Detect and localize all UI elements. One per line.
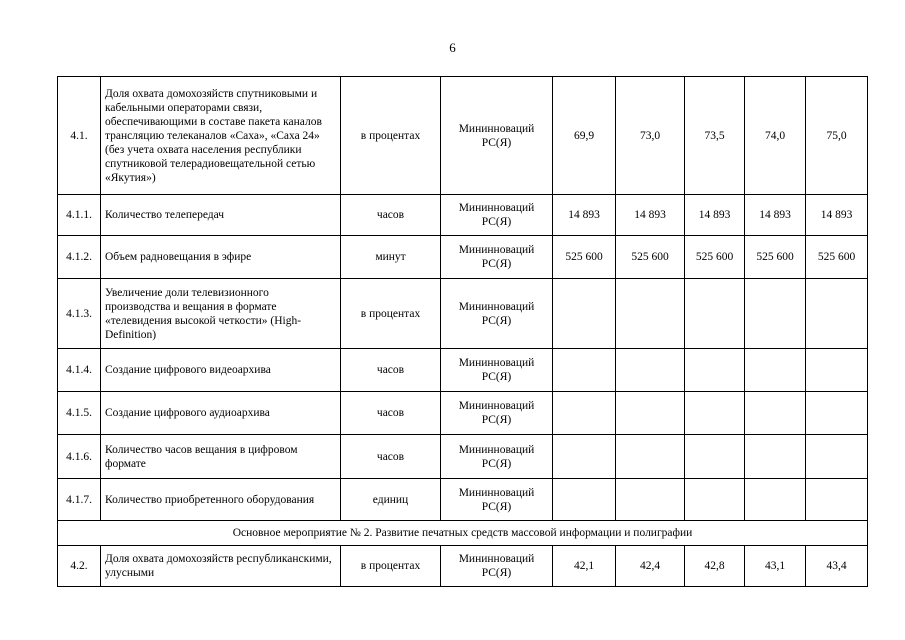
row-number: 4.1.2.: [58, 236, 101, 279]
value-cell: 14 893: [616, 195, 685, 236]
unit-cell: в процентах: [341, 77, 441, 195]
value-cell: [745, 279, 806, 349]
row-number: 4.1.: [58, 77, 101, 195]
value-cell: [616, 479, 685, 521]
indicator-name: Количество приобретенного оборудования: [101, 479, 341, 521]
indicator-name: Создание цифрового аудиоархива: [101, 392, 341, 435]
indicator-name: Доля охвата домохозяйств спутниковыми и кабельными операторами связи, обеспечивающими в составе пакета каналов трансляцию телеканалов «Саха», «Саха 24» (без учета охвата населения республики спутниковой телерадиовещательной сетью «Якутия»): [101, 77, 341, 195]
value-cell: [745, 479, 806, 521]
value-cell: 73,5: [685, 77, 745, 195]
unit-cell: часов: [341, 195, 441, 236]
table-row: [58, 546, 868, 587]
indicators-table: [57, 76, 868, 587]
indicator-name: Количество телепередач: [101, 195, 341, 236]
table-row: [58, 77, 868, 195]
value-cell: [616, 349, 685, 392]
unit-cell: единиц: [341, 479, 441, 521]
unit-cell: часов: [341, 392, 441, 435]
indicator-name: Создание цифрового видеоархива: [101, 349, 341, 392]
value-cell: 74,0: [745, 77, 806, 195]
value-cell: 14 893: [745, 195, 806, 236]
value-cell: 42,1: [553, 546, 616, 587]
row-number: 4.1.1.: [58, 195, 101, 236]
unit-cell: в процентах: [341, 546, 441, 587]
responsible-cell: Мининноваций РС(Я): [441, 279, 553, 349]
value-cell: 525 600: [616, 236, 685, 279]
value-cell: [806, 435, 868, 479]
table-row: [58, 435, 868, 479]
table-row: [58, 479, 868, 521]
row-number: 4.1.6.: [58, 435, 101, 479]
value-cell: [616, 392, 685, 435]
value-cell: 42,4: [616, 546, 685, 587]
section-heading-row: [58, 521, 868, 546]
value-cell: 525 600: [685, 236, 745, 279]
table-row: [58, 392, 868, 435]
responsible-cell: Мининноваций РС(Я): [441, 479, 553, 521]
value-cell: [616, 435, 685, 479]
value-cell: 14 893: [553, 195, 616, 236]
value-cell: 525 600: [553, 236, 616, 279]
value-cell: [806, 349, 868, 392]
value-cell: 69,9: [553, 77, 616, 195]
indicator-name: Объем радновещания в эфире: [101, 236, 341, 279]
responsible-cell: Мининноваций РС(Я): [441, 236, 553, 279]
table-row: [58, 279, 868, 349]
page-number: 6: [449, 40, 456, 55]
section-heading: Основное мероприятие № 2. Развитие печатных средств массовой информации и полиграфии: [58, 521, 868, 546]
value-cell: [685, 349, 745, 392]
unit-cell: часов: [341, 349, 441, 392]
row-number: 4.1.4.: [58, 349, 101, 392]
responsible-cell: Мининноваций РС(Я): [441, 392, 553, 435]
value-cell: [745, 435, 806, 479]
value-cell: 525 600: [745, 236, 806, 279]
value-cell: [685, 279, 745, 349]
value-cell: 42,8: [685, 546, 745, 587]
value-cell: [553, 435, 616, 479]
row-number: 4.1.5.: [58, 392, 101, 435]
value-cell: [685, 479, 745, 521]
responsible-cell: Мининноваций РС(Я): [441, 349, 553, 392]
value-cell: 525 600: [806, 236, 868, 279]
value-cell: [806, 392, 868, 435]
indicator-name: Количество часов вещания в цифровом формате: [101, 435, 341, 479]
table-row: [58, 195, 868, 236]
value-cell: [553, 279, 616, 349]
indicator-name: Увеличение доли телевизионного производства и вещания в формате «телевидения высокой четкости» (High-Definition): [101, 279, 341, 349]
value-cell: 43,1: [745, 546, 806, 587]
value-cell: 43,4: [806, 546, 868, 587]
responsible-cell: Мининноваций РС(Я): [441, 195, 553, 236]
table-row: [58, 349, 868, 392]
value-cell: [616, 279, 685, 349]
value-cell: 14 893: [806, 195, 868, 236]
value-cell: [685, 392, 745, 435]
responsible-cell: Мининноваций РС(Я): [441, 435, 553, 479]
table-row: [58, 236, 868, 279]
value-cell: 75,0: [806, 77, 868, 195]
row-number: 4.2.: [58, 546, 101, 587]
value-cell: [806, 279, 868, 349]
row-number: 4.1.7.: [58, 479, 101, 521]
value-cell: [553, 479, 616, 521]
value-cell: [553, 349, 616, 392]
value-cell: 73,0: [616, 77, 685, 195]
value-cell: [685, 435, 745, 479]
unit-cell: в процентах: [341, 279, 441, 349]
value-cell: [806, 479, 868, 521]
unit-cell: часов: [341, 435, 441, 479]
responsible-cell: Мининноваций РС(Я): [441, 546, 553, 587]
responsible-cell: Мининноваций РС(Я): [441, 77, 553, 195]
value-cell: [745, 349, 806, 392]
value-cell: [553, 392, 616, 435]
value-cell: [745, 392, 806, 435]
value-cell: 14 893: [685, 195, 745, 236]
row-number: 4.1.3.: [58, 279, 101, 349]
unit-cell: минут: [341, 236, 441, 279]
indicator-name: Доля охвата домохозяйств республиканскими, улусными: [101, 546, 341, 587]
